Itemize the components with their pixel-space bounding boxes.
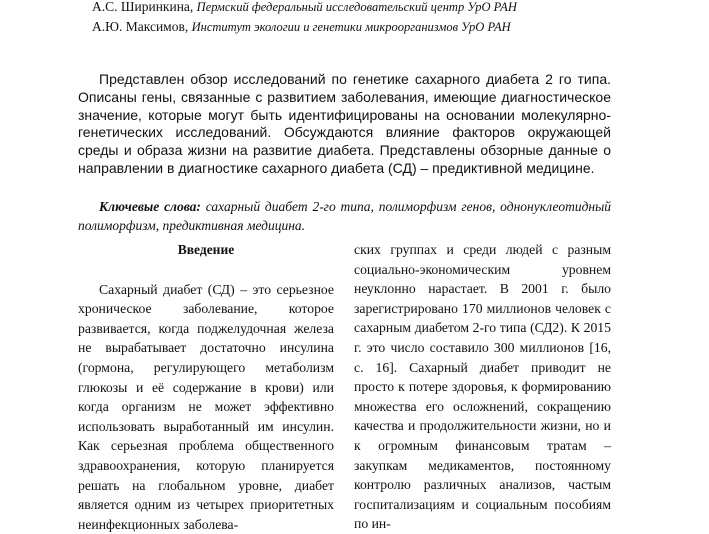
author-affiliation: Пермский федеральный исследовательский центр УрО РАН	[196, 0, 517, 14]
authors-block	[92, 0, 517, 37]
keywords-text: сахарный диабет 2-го типа, полиморфизм генов, однонуклеотидный полиморфизм, предиктивная медицина.	[78, 199, 612, 233]
left-column	[78, 240, 334, 534]
author-name: А.Ю. Максимов,	[92, 19, 189, 34]
author-line	[92, 17, 517, 37]
section-heading: Введение	[177, 242, 235, 257]
author-affiliation: Институт экологии и генетики микроорганизмов УрО РАН	[191, 20, 511, 34]
author-name: А.С. Ширинкина,	[92, 0, 194, 14]
keywords-label: Ключевые слова:	[99, 199, 201, 214]
body-paragraph: Сахарный диабет (СД) – это серьезное хроническое заболевание, которое развивается, когда поджелудочная железа не вырабатывает достаточно инсулина (гормона, регулирующего метаболизм глюкозы и её содержание в крови) или когда организм не может эффективно использовать выработанный им инсулин. Как серьезная проблема общественного здравоохранения, которую планируется решать на глобальном уровне, диабет является одним из четырех приоритетных неинфекционных заболева-	[78, 281, 334, 532]
keywords	[78, 198, 611, 235]
author-line	[92, 0, 517, 17]
right-column: ских группах и среди людей с разным социально-экономическим уровнем неуклонно нарастает. В 2001 г. было зарегистрировано 170 миллионов человек с сахарным диабетом 2-го типа (СД2). К 2015 г. это число составило 300 миллионов [16, с. 16]. Сахарный диабет приводит не просто к потере здоровья, к формированию множества его осложнений, сокращению качества и продолжительности жизни, но и к огромным финансовым тратам – закупкам медикаментов, постоянному контролю различных анализов, частым госпитализациям и социальным пособиям по ин-	[354, 242, 611, 532]
abstract: Представлен обзор исследований по генетике сахарного диабета 2 го типа. Описаны гены, связанные с развитием заболевания, имеющие диагностическое значение, которые могут быть идентифицированы на основании молекулярно-генетических исследований. Обсуждаются влияние факторов окружающей среды и образа жизни на развитие диабета. Представлены обзорные данные о направлении в диагностике сахарного диабета (СД) – предиктивной медицине.	[78, 71, 611, 176]
